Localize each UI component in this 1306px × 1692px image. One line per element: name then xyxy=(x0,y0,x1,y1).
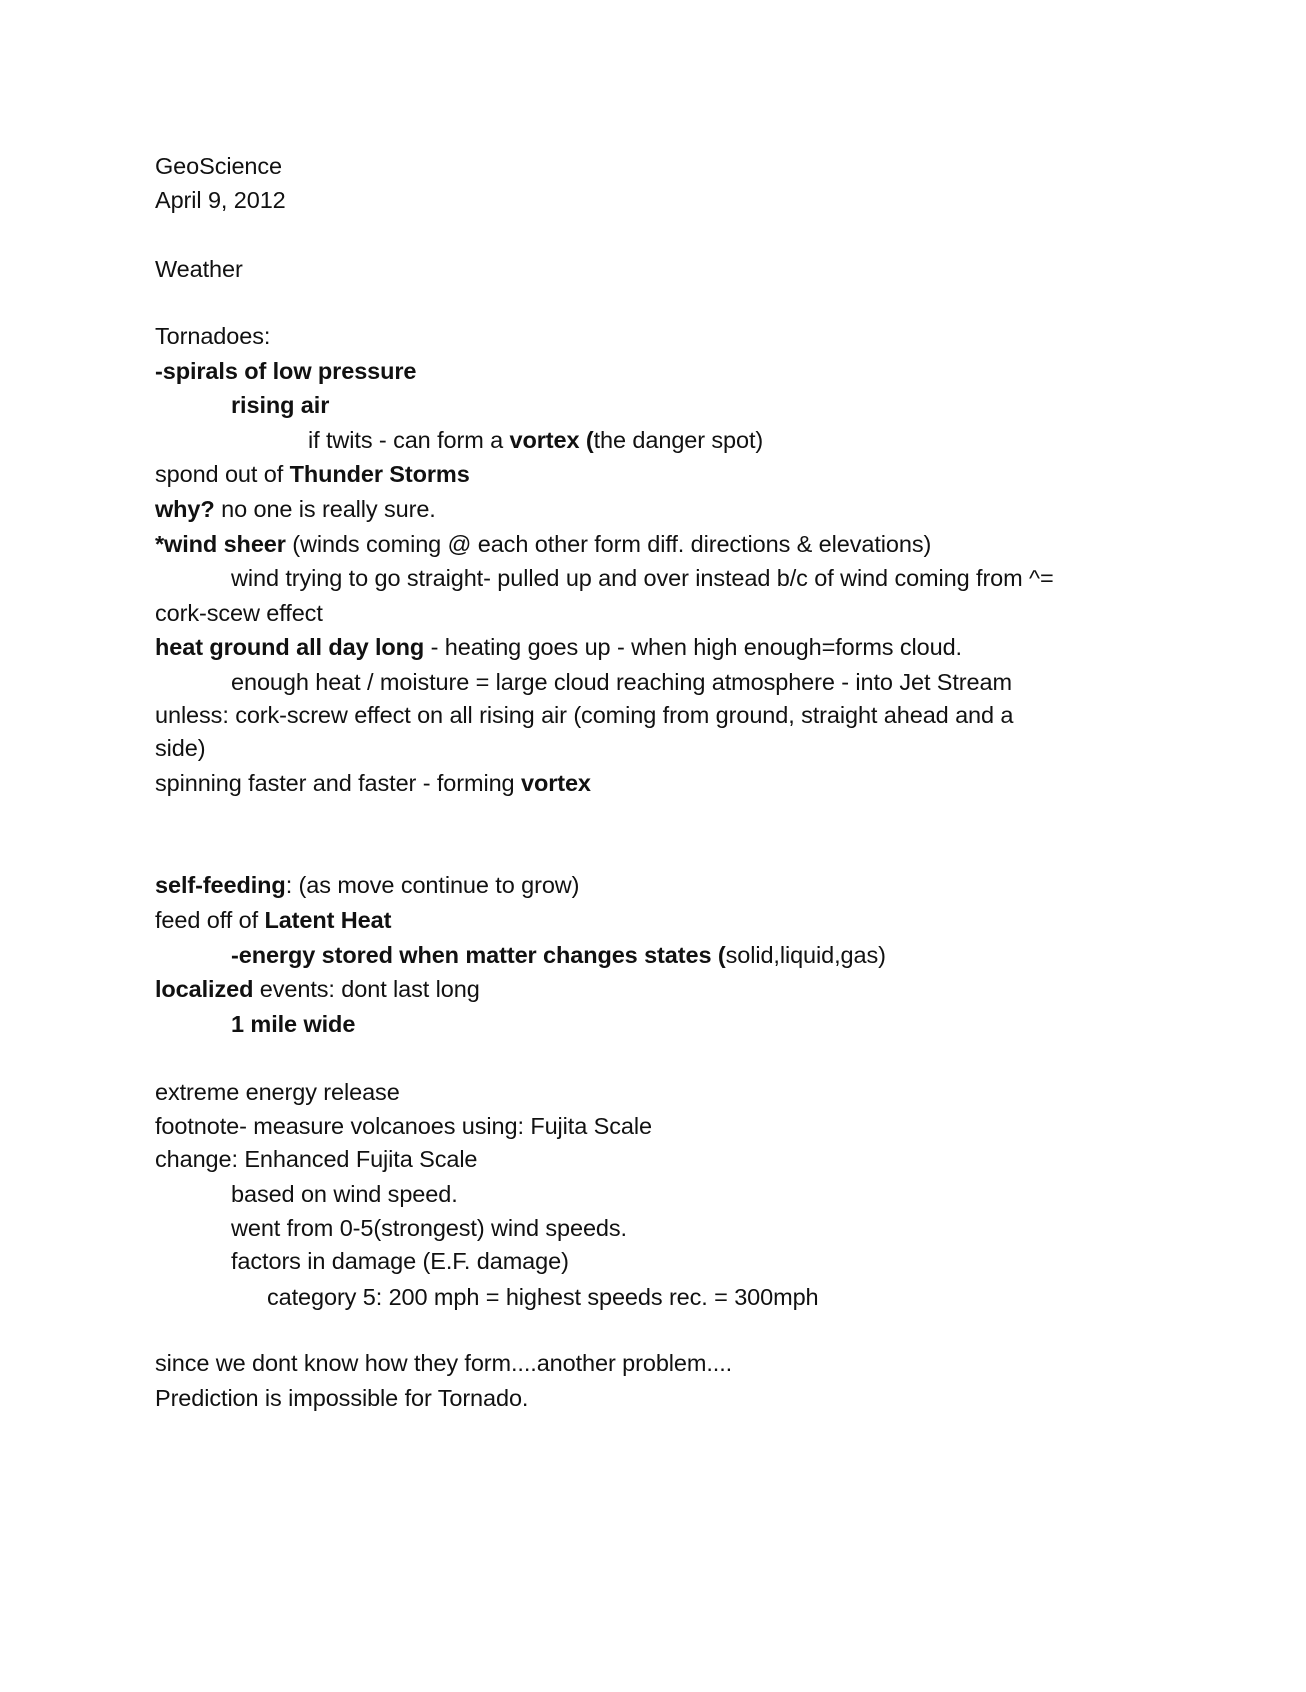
heat-ground-text: - heating goes up - when high enough=forms cloud. xyxy=(424,634,962,660)
note-line-wind-sheer xyxy=(155,529,931,559)
note-line-localized xyxy=(155,974,480,1004)
note-line-category: category 5: 200 mph = highest speeds rec. = 300mph xyxy=(267,1284,819,1310)
self-feeding-term: self-feeding xyxy=(155,872,286,898)
why-text: no one is really sure. xyxy=(214,496,436,522)
heat-ground-term: heat ground all day long xyxy=(155,634,425,660)
section-heading: Tornadoes: xyxy=(155,323,271,349)
note-line-prediction: Prediction is impossible for Tornado. xyxy=(155,1385,529,1411)
wind-sheer-text: (winds coming @ each other form diff. directions & elevations) xyxy=(285,531,932,557)
note-line-based: based on wind speed. xyxy=(231,1181,458,1207)
topic-title: Weather xyxy=(155,256,243,282)
feed-off-text: feed off of xyxy=(155,907,265,933)
note-line-self-feeding xyxy=(155,870,579,900)
note-line-feed-off xyxy=(155,905,391,935)
note-line-why xyxy=(155,494,436,524)
note-line-rising-air: rising air xyxy=(231,392,330,418)
localized-term: localized xyxy=(155,976,254,1002)
states-text: solid,liquid,gas) xyxy=(725,942,886,968)
note-line-unless: unless: cork-screw effect on all rising air (coming from ground, straight ahead and a xyxy=(155,702,1014,728)
note-line-extreme: extreme energy release xyxy=(155,1079,400,1105)
thunder-storms-term: Thunder Storms xyxy=(289,461,470,487)
note-line-spinning xyxy=(155,768,591,798)
note-line-factors: factors in damage (E.F. damage) xyxy=(231,1248,569,1274)
note-line-enough-heat: enough heat / moisture = large cloud reaching atmosphere - into Jet Stream xyxy=(231,669,1012,695)
note-line-spond xyxy=(155,459,470,489)
localized-text: events: dont last long xyxy=(253,976,480,1002)
vortex-term: vortex ( xyxy=(509,427,594,453)
note-line-energy-stored xyxy=(231,940,886,970)
note-line-side: side) xyxy=(155,735,206,761)
note-line-twits xyxy=(308,425,763,455)
note-line-went: went from 0-5(strongest) wind speeds. xyxy=(231,1215,627,1241)
spinning-text: spinning faster and faster - forming xyxy=(155,770,521,796)
note-line-wind-straight: wind trying to go straight- pulled up and over instead b/c of wind coming from ^= xyxy=(231,565,1054,591)
latent-heat-term: Latent Heat xyxy=(264,907,392,933)
self-feeding-text: : (as move continue to grow) xyxy=(285,872,580,898)
note-line-footnote: footnote- measure volcanoes using: Fujita Scale xyxy=(155,1113,652,1139)
vortex-term-2: vortex xyxy=(520,770,591,796)
note-line-spirals: -spirals of low pressure xyxy=(155,358,417,384)
note-date: April 9, 2012 xyxy=(155,187,286,213)
note-line-since: since we dont know how they form....another problem.... xyxy=(155,1350,733,1376)
spond-text: spond out of xyxy=(155,461,290,487)
note-line-mile-wide: 1 mile wide xyxy=(231,1011,356,1037)
energy-stored-term: -energy stored when matter changes states ( xyxy=(231,942,726,968)
note-line-heat-ground xyxy=(155,632,962,662)
wind-sheer-term: *wind sheer xyxy=(155,531,286,557)
twits-text: if twits - can form a xyxy=(308,427,510,453)
danger-spot-text: the danger spot) xyxy=(593,427,764,453)
why-term: why? xyxy=(155,496,215,522)
note-line-cork-scew: cork-scew effect xyxy=(155,600,323,626)
course-name: GeoScience xyxy=(155,153,283,179)
note-line-change: change: Enhanced Fujita Scale xyxy=(155,1146,478,1172)
